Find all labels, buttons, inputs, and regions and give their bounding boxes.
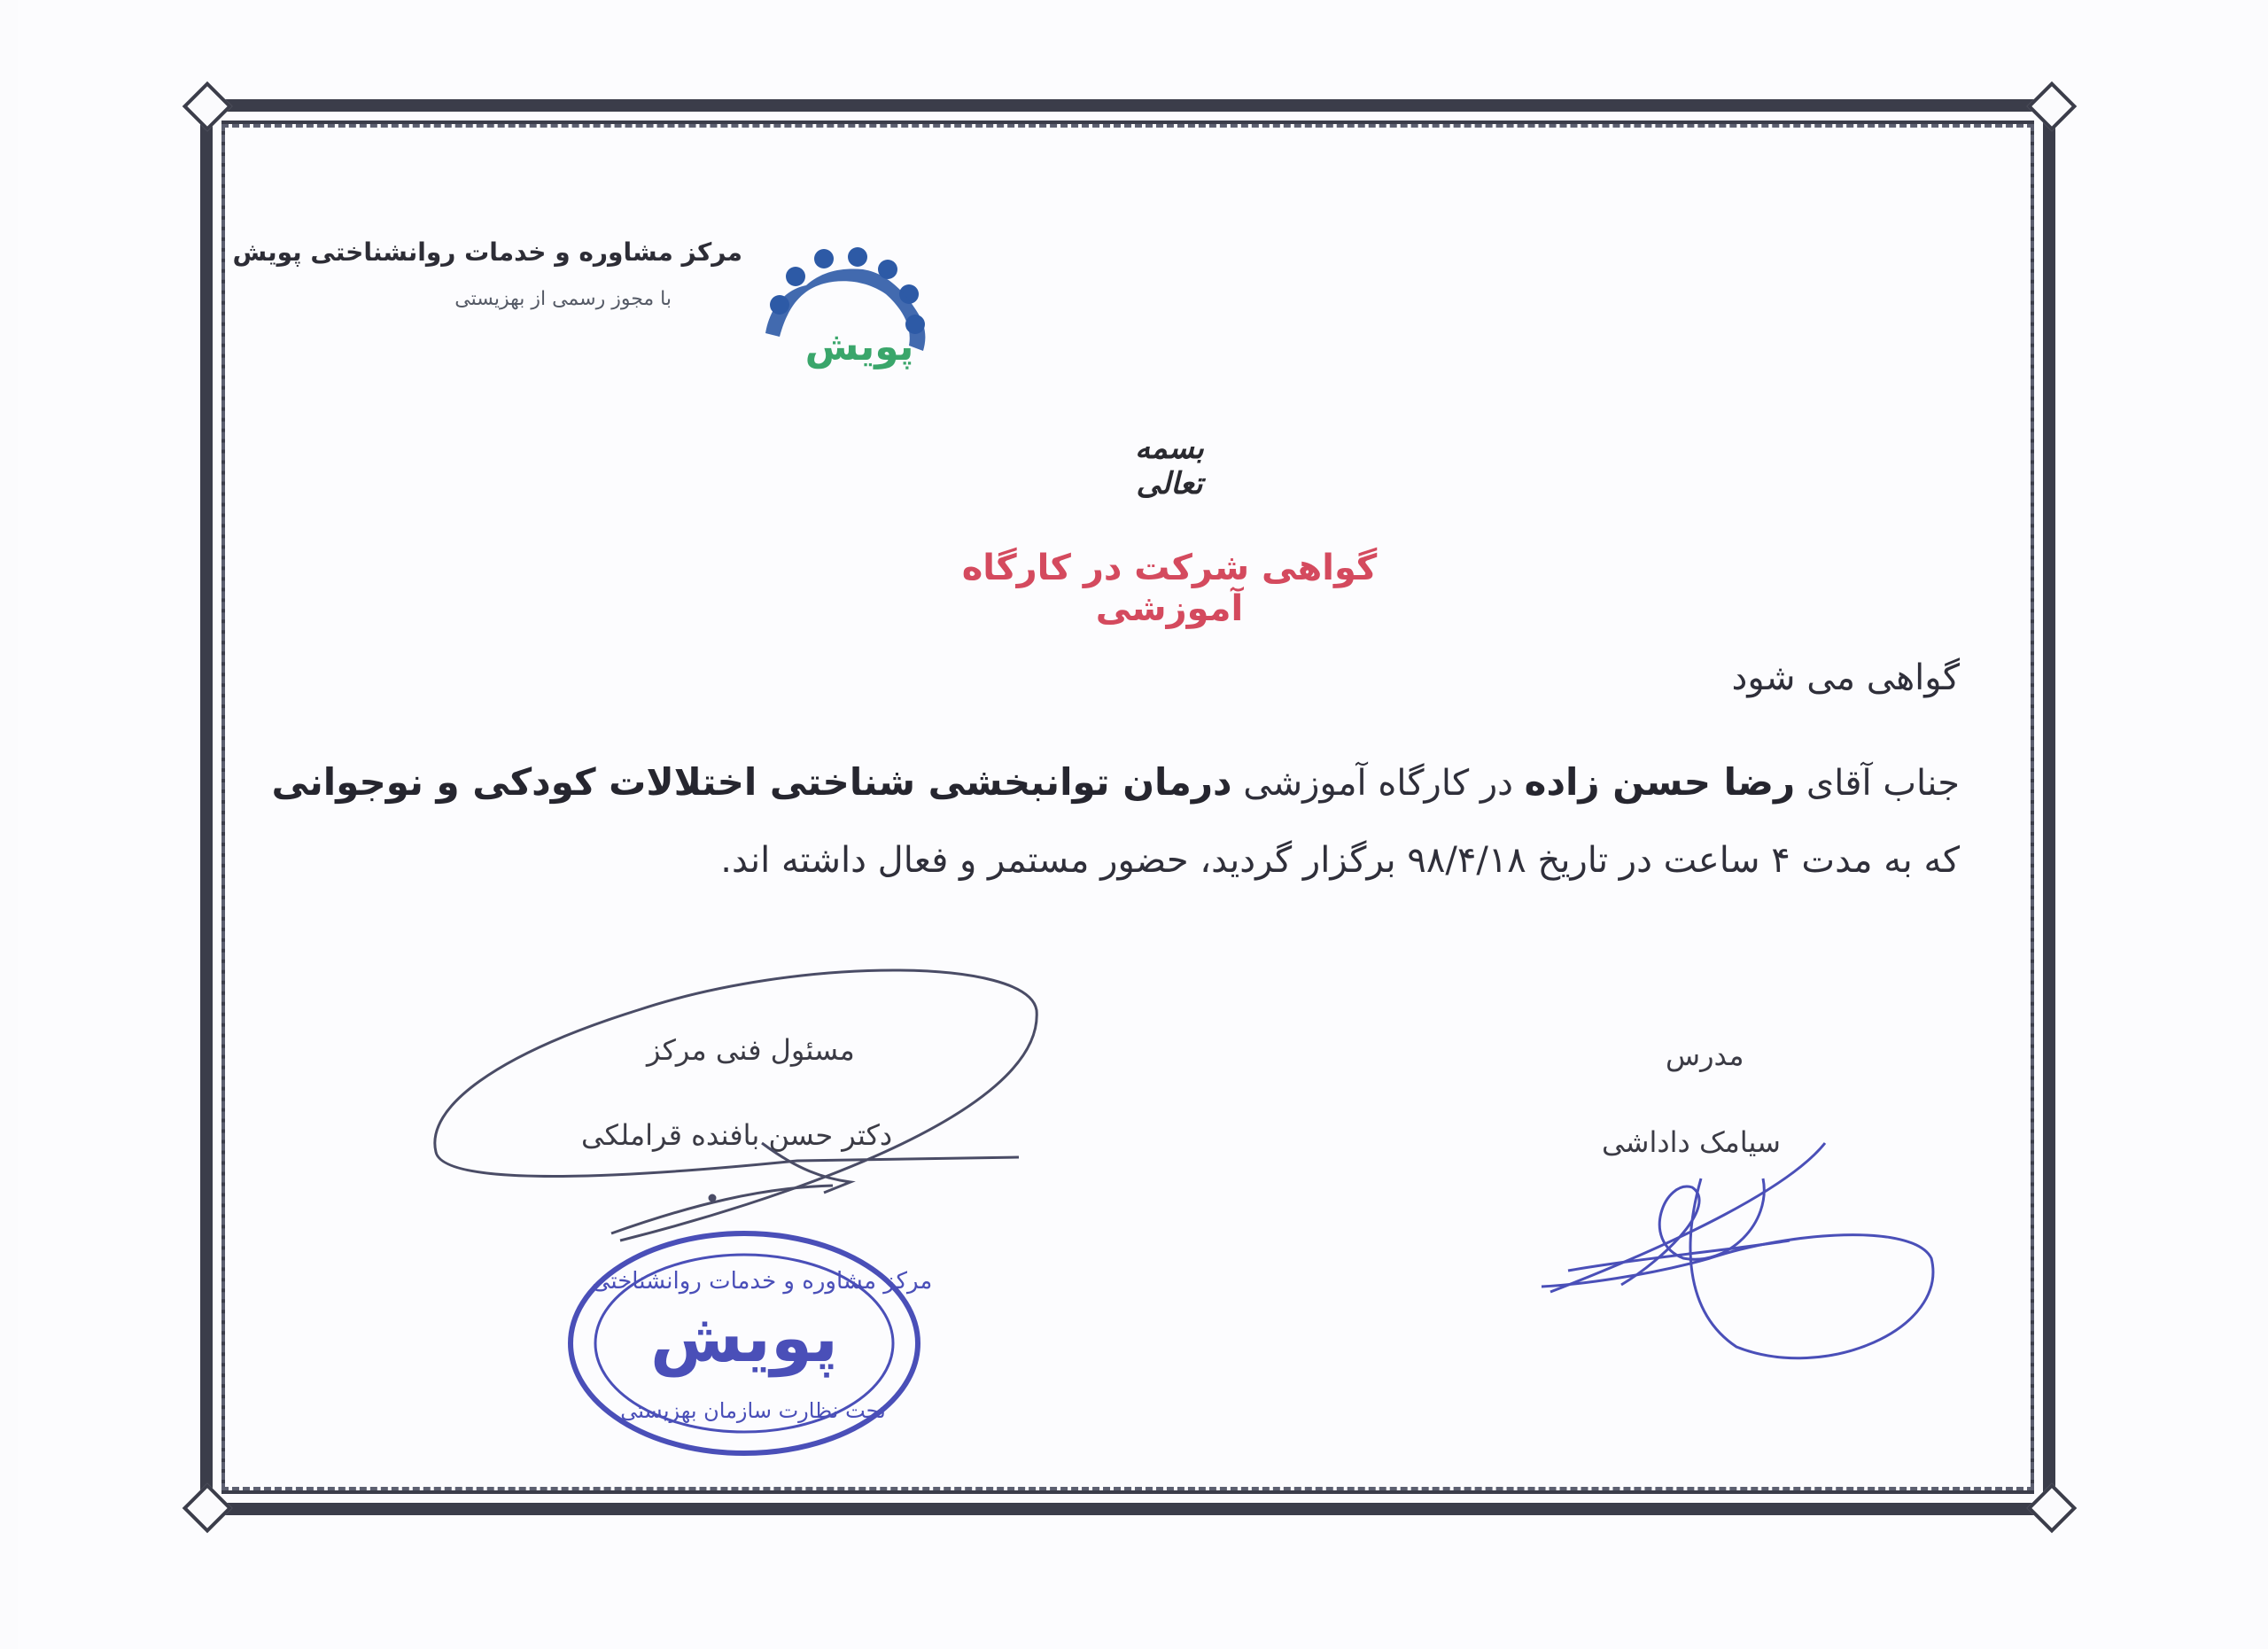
stamp-ring-top: مرکز مشاوره و خدمات روانشناختی	[591, 1268, 933, 1295]
organization-logo	[753, 241, 939, 374]
decorative-border-inner	[221, 124, 2034, 1490]
instructor-name: سیامک داداشی	[1602, 1125, 1781, 1159]
certificate-title: گواهی شرکت در کارگاه آموزشی	[961, 548, 1378, 629]
participant-line	[272, 760, 1960, 804]
certification-line: گواهی می شود	[1731, 657, 1960, 698]
stamp-ring-bottom: تحت نظارت سازمان بهزیستی	[620, 1398, 886, 1423]
instructor-title: مدرس	[1666, 1038, 1744, 1072]
technical-manager-name: دکتر حسن بافنده قراملکی	[581, 1118, 893, 1152]
organization-license: با مجوز رسمی از بهزیستی	[454, 288, 672, 310]
stamp-center-text: پویش	[649, 1298, 839, 1377]
bismillah: بسمه تعالی	[1135, 431, 1204, 502]
workshop-prefix: در کارگاه آموزشی	[1243, 763, 1513, 804]
workshop-name: درمان توانبخشی شناختی اختلالات کودکی و نوجوانی	[271, 760, 1232, 804]
participant-name: رضا حسن زاده	[1524, 760, 1796, 804]
logo-text: پویش	[804, 324, 914, 369]
organization-name: مرکز مشاوره و خدمات روانشناختی پویش	[232, 237, 742, 267]
organization-header	[232, 237, 742, 310]
technical-manager-title: مسئول فنی مرکز	[647, 1033, 855, 1067]
attendance-line: که به مدت ۴ ساعت در تاریخ ۹۸/۴/۱۸ برگزار گردید، حضور مستمر و فعال داشته اند.	[720, 840, 1960, 881]
participant-prefix: جناب آقای	[1806, 763, 1960, 804]
